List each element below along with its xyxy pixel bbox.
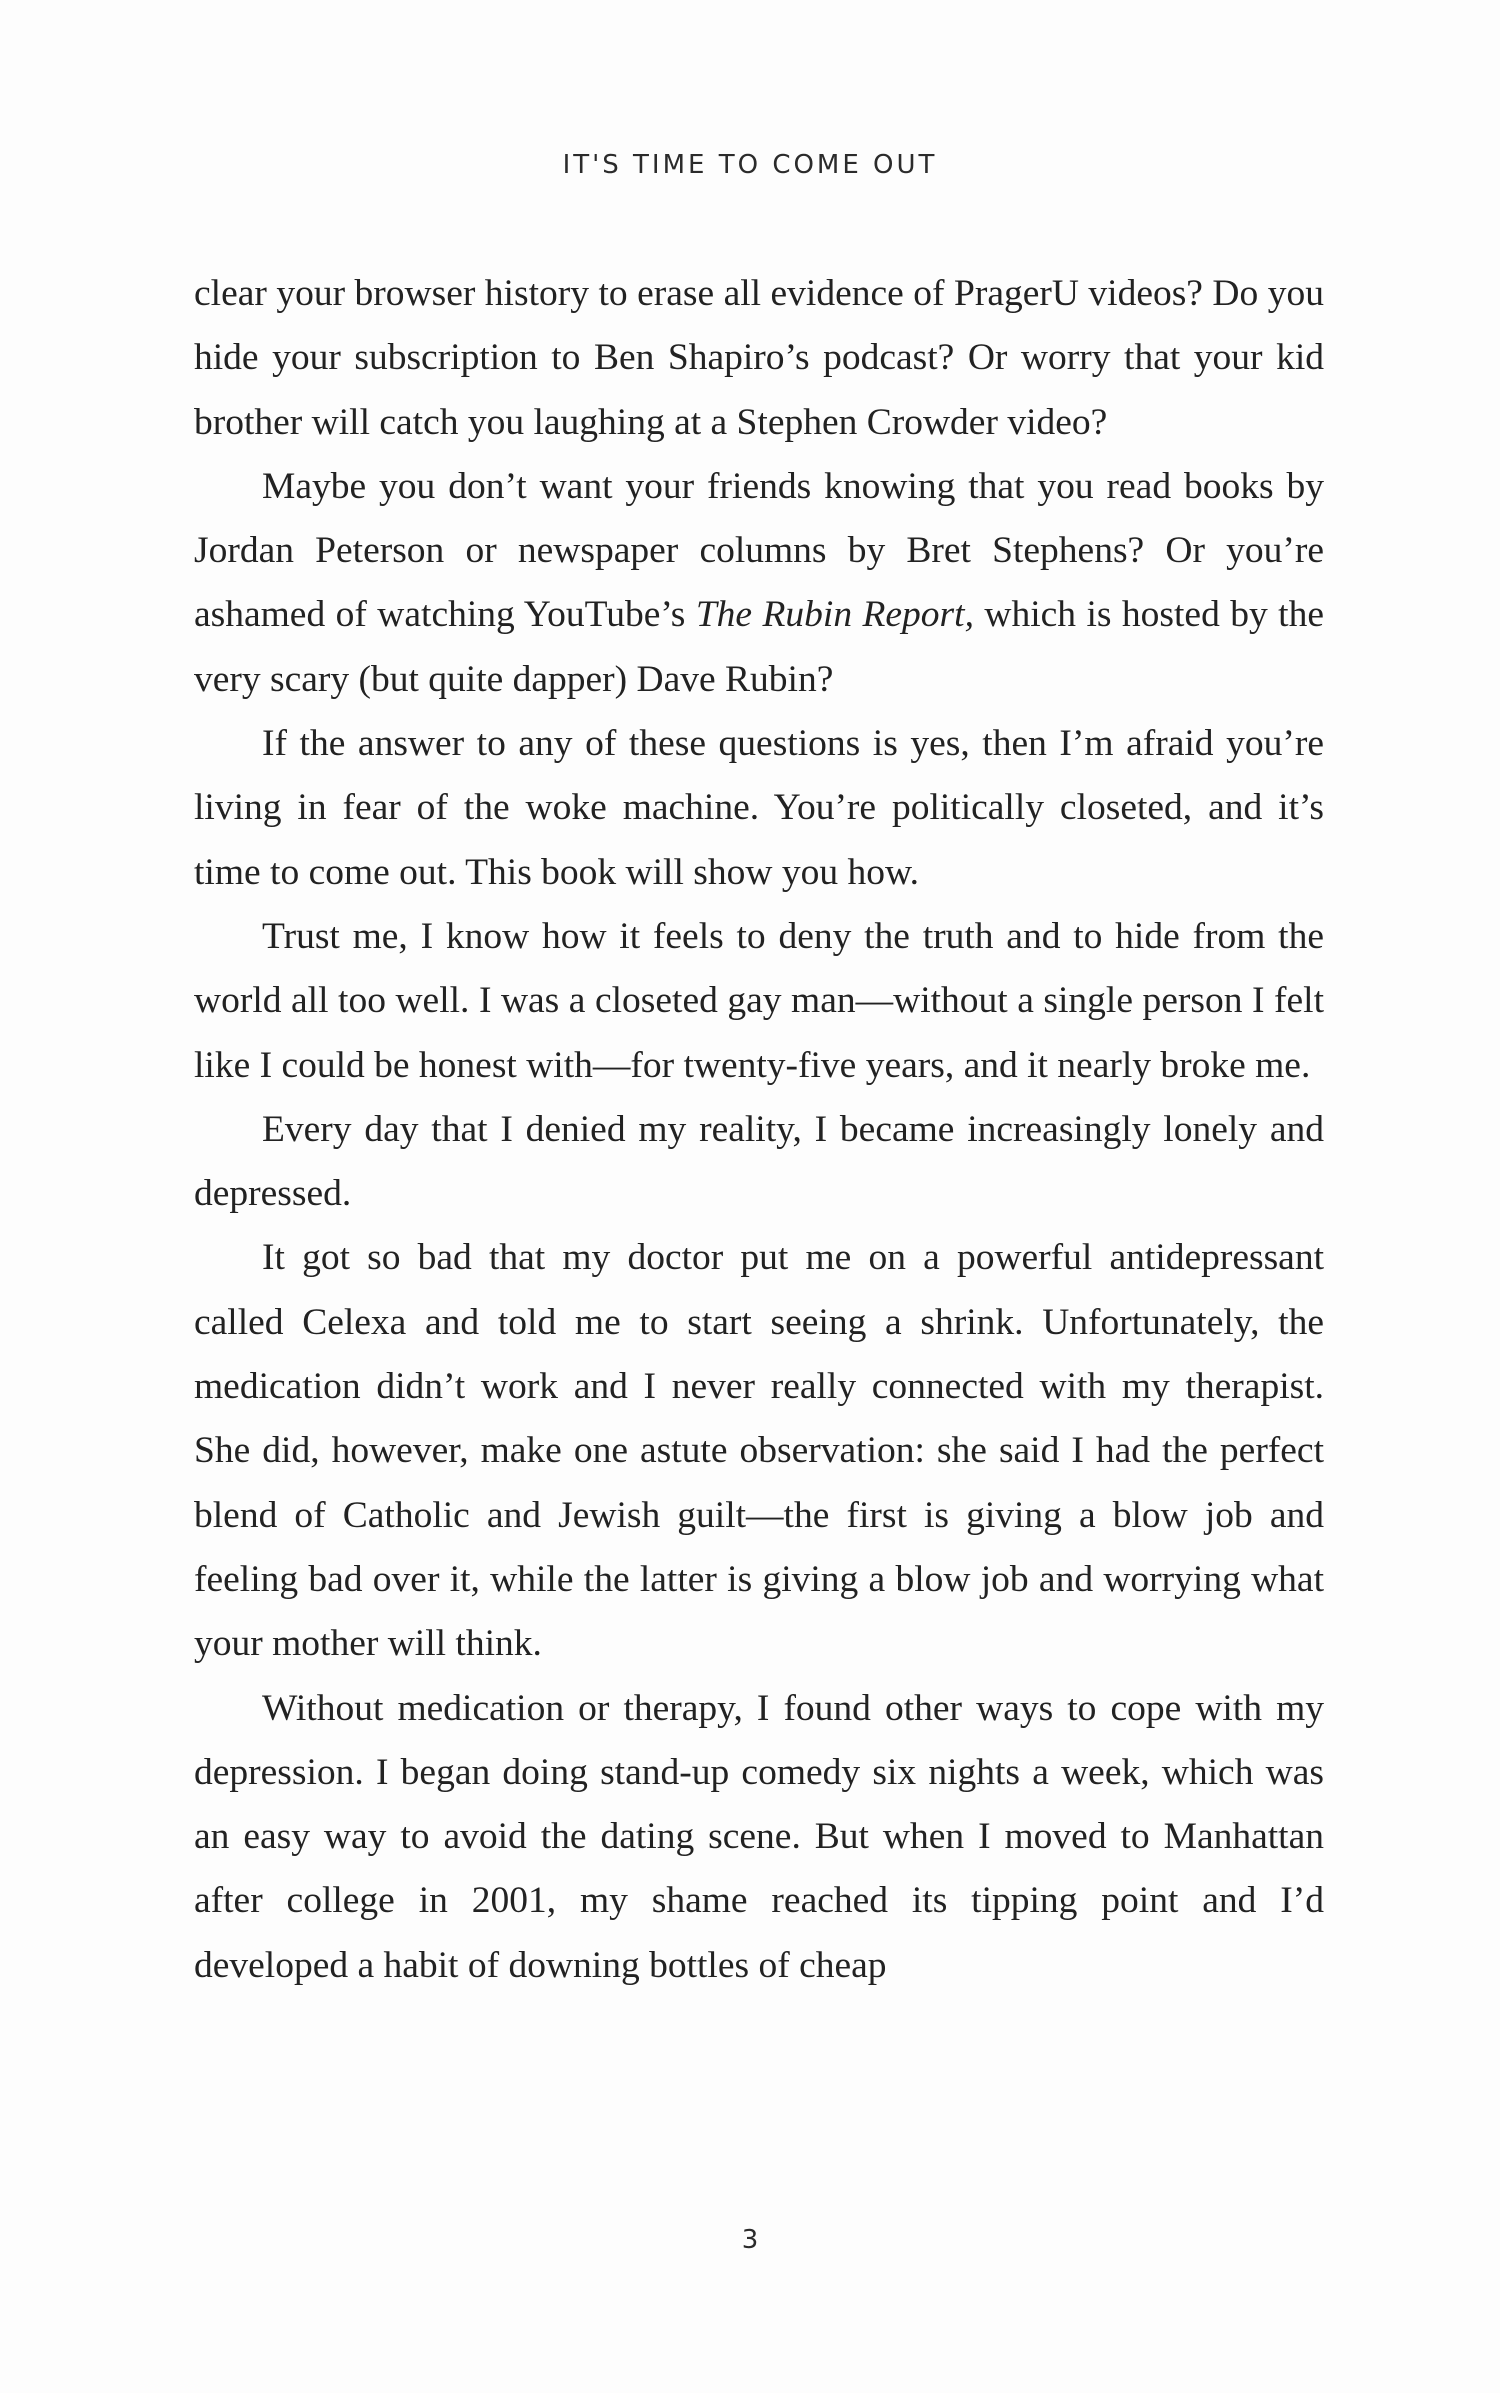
paragraph-3-text: If the answer to any of these questions is yes, then I’m afraid you’re living in fear of the woke machine. You’re politically closeted, and it’s time to come out. This book will show you how. xyxy=(194,723,1324,893)
paragraph-7-text: Without medication or therapy, I found other ways to cope with my depression. I began doing stand-up comedy six nights a week, which was an easy way to avoid the dating scene. But when I moved to Manhattan after college in 2001, my shame reached its tipping point and I’d developed a habit of downing bottles of cheap xyxy=(194,1687,1324,1986)
paragraph-4 xyxy=(194,905,1324,1098)
paragraph-7 xyxy=(194,1677,1324,1998)
paragraph-1-text: clear your browser history to erase all evidence of PragerU videos? Do you hide your subscription to Ben Shapiro’s podcast? Or worry that your kid brother will catch you laughing at a Stephen Crowder video? xyxy=(194,273,1324,443)
paragraph-6-text: It got so bad that my doctor put me on a powerful antidepressant called Celexa and told me to start seeing a shrink. Unfortunately, the medication didn’t work and I never really connected with my therapist. She did, however, make one astute observation: she said I had the perfect blend of Catholic and Jewish guilt—the first is giving a blow job and feeling bad over it, while the latter is giving a blow job and worrying what your mother will think. xyxy=(194,1237,1324,1665)
paragraph-2-text-a: Maybe you don’t want your friends knowing that you read books by Jordan Peterson or newspaper columns by Bret Stephens? Or you’re ashamed of watching YouTube’s xyxy=(194,465,1324,636)
paragraph-1 xyxy=(194,262,1324,455)
page-number: 3 xyxy=(741,2225,759,2255)
paragraph-5-text: Every day that I denied my reality, I became increasingly lonely and depressed. xyxy=(194,1108,1324,1215)
paragraph-2-text-b: which is hosted by the very scary (but quite dapper) Dave Rubin? xyxy=(194,594,1324,700)
running-head: IT'S TIME TO COME OUT xyxy=(562,150,938,180)
paragraph-5 xyxy=(194,1098,1324,1227)
show-title-italic: The Rubin Report, xyxy=(695,594,974,636)
paragraph-6 xyxy=(194,1226,1324,1676)
paragraph-4-text: Trust me, I know how it feels to deny the truth and to hide from the world all too well. I was a closeted gay man—without a single person I felt like I could be honest with—for twenty-five years, and it nearly broke me. xyxy=(194,915,1324,1086)
paragraph-3 xyxy=(194,712,1324,905)
body-text xyxy=(194,262,1324,1998)
paragraph-2 xyxy=(194,455,1324,712)
